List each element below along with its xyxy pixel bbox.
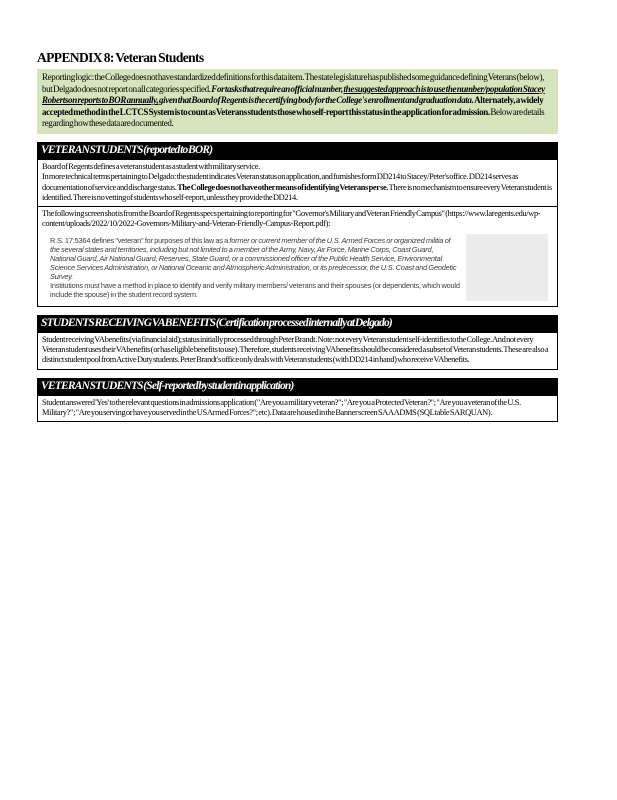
regents-specs-screenshot [46,234,548,301]
regents-specs-screenshot-text [46,234,466,301]
statute-definition-paragraph [50,236,460,281]
reporting-logic-run-normal-2: Below are details regarding how these data are documented. [42,106,545,129]
bor-technical-run-bold: The College does not have other means of identifying Veterans per se. [177,182,389,192]
self-reported-paragraph: Student answered 'Yes' to the relevant questions in admissions application ("Are you a military veteran?"; "Are you a Protected Veteran?"; "Are you a veteran of the U.S. Military?"; "Are you serving or have you served in the US Armed Forces?"; etc). Data are housed in the Banner screen SAAADMS (SQL table SARQUAN). [42,397,521,417]
screenshot-gray-area [466,234,548,301]
veterans-bor-definition-cell [38,160,557,206]
statute-run-normal: R.S. 17:5364 defines "veteran" for purposes of this law as a [50,235,230,245]
reporting-logic-run-underlined: the suggested approach is to use the number/population Stacey Robertson reports to BOR annually, [42,83,545,106]
page-title: APPENDIX 8: Veteran Students [37,50,204,65]
veterans-bor-screenshot-cell [38,206,557,306]
self-reported-table [37,395,558,423]
reporting-logic-run-bold: Alternately, a widely accepted method in the LCTCS System is to count as Veterans students those who self-report this status in the application for admission. [42,95,544,117]
reporting-logic-run-normal-1: Reporting logic: the College does not have standardized definitions for this data item. The state legislature has published some guidance defining Veterans (below), but Delgado does not report on all categories specified. [42,72,545,94]
statute-run-italic: former or current member of the U.S. Armed Forces or organized militia of the several states and territories, including but not limited to a member of the Army, Navy, Air Force, Marine Corps, Coast Guard, National Guard, Air National Guard, Reserves, State Guard, or a commissioned officer of the Public Health Service, Environmental Science Services Administration, or National Oceanic and Atmospheric Administration, or its predecessor, the U.S. Coast and Geodetic Survey. [50,235,457,281]
reporting-logic-note [37,69,558,134]
va-benefits-table [37,332,558,370]
section-header-self-reported [37,378,558,395]
va-benefits-cell [38,333,557,369]
screenshot-intro-paragraph: The following screen shot is from the Board of Regents specs pertaining to reporting for "Governor's Military and Veteran Friendly Campus" (https://www.laregents.edu/wp-content/uploads/2022/10/2022-Governors-Military-and-Veteran-Friendly-Campus-Report.pdf): [42,209,541,229]
bor-technical-paragraph [42,172,552,203]
section-header-va-benefits-label: STUDENTS RECEIVING VA BENEFITS (Certification processed internally at Delgado) [41,316,392,329]
section-header-veterans-bor-label: VETERAN STUDENTS (reported to BOR) [41,143,213,156]
self-reported-cell [38,396,557,422]
bor-definition-text: Board of Regents defines a veteran student as a student with military service. [42,161,260,171]
reporting-logic-run-bold-italic-2: given that Board of Regents is the certifying body for the College's enrollment and graduation data. [158,95,475,106]
bor-technical-run-1: In more technical terms pertaining to Delgado: the student indicates Veteran status on application, and furnishes form DD214 to Stacey/Peter's office. DD214 serves as documentation of service and discharge status. [42,172,519,192]
section-header-veterans-bor [37,142,558,159]
veterans-bor-table [37,159,558,307]
bor-technical-run-2: There is no mechanism to ensure every Veteran student is identified. There is no vetting of students who self-report, unless they provide the DD214. [42,182,552,202]
section-header-va-benefits [37,315,558,332]
bor-definition-paragraph [42,162,552,172]
statute-requirement-paragraph: Institutions must have a method in place to identify and verify military members/ veterans and their spouses (or dependents, which would include the spouse) in the student record system. [50,280,460,299]
section-header-self-reported-label: VETERAN STUDENTS (Self-reported by student in application) [41,379,294,392]
va-benefits-paragraph: Student receiving VA benefits (via financial aid); status initially processed through Peter Brandt. Note: not every Veteran student self-identifies to the College. And not every Veteran student uses their VA benefits (or has eligible benefits to use). Therefore, students receiving VA benefits should be considered a subset of Veteran students. These are also a distinct student pool from Active Duty students. Peter Brandt's office only deals with Veteran students (with DD214 in hand) who receive VA benefits. [42,334,549,365]
document-page [37,50,558,430]
reporting-logic-run-bold-italic-1: For tasks that require an official number, [211,83,344,94]
